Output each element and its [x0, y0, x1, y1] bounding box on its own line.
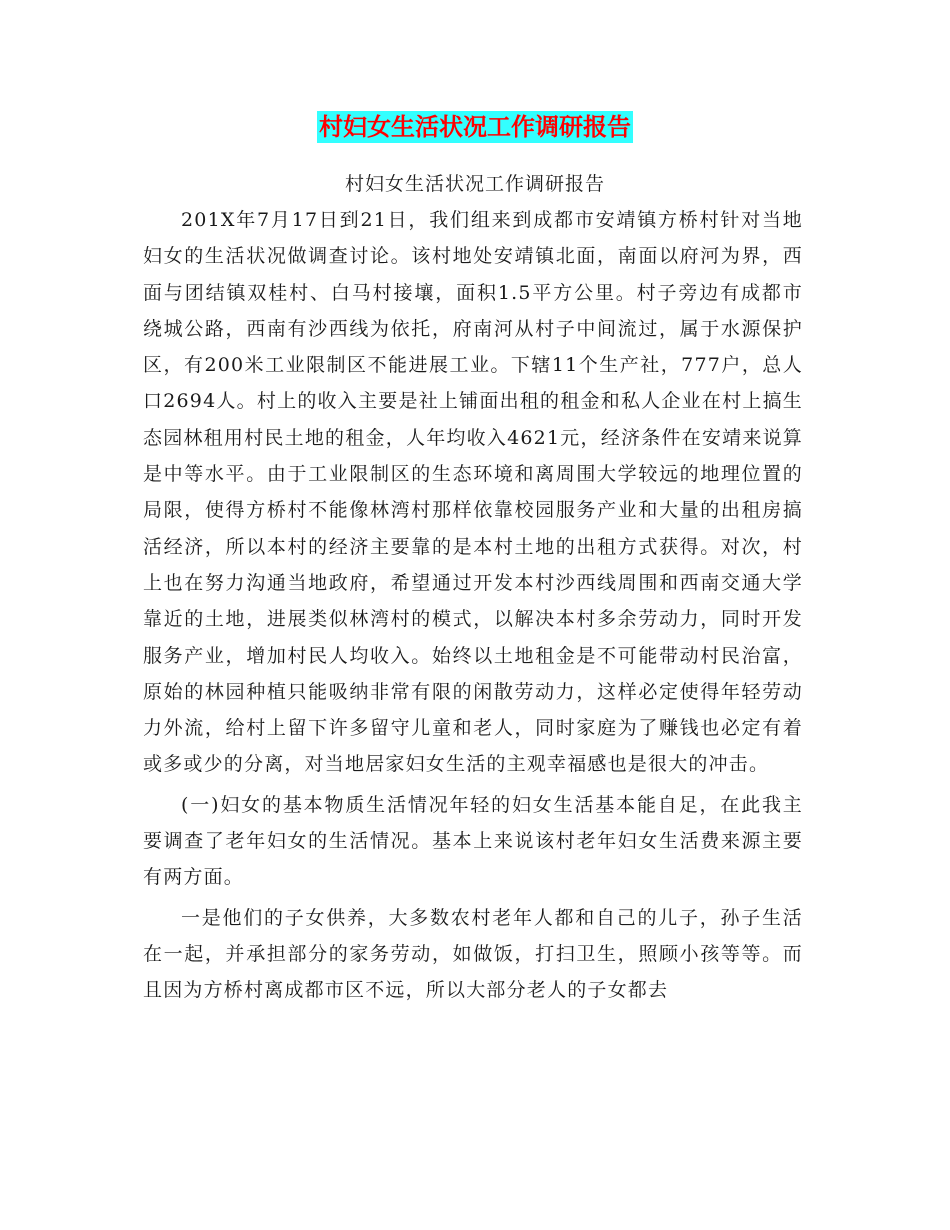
paragraph-children-support: 一是他们的子女供养，大多数农村老年人都和自己的儿子，孙子生活在一起，并承担部分的家务劳动，如做饭，打扫卫生，照顾小孩等等。而且因为方桥村离成都市区不远，所以大部分老人的子女都去: [143, 906, 803, 1002]
document-subtitle: 村妇女生活状况工作调研报告: [344, 173, 605, 195]
paragraph-section-1: (一)妇女的基本物质生活情况年轻的妇女生活基本能自足，在此我主要调查了老年妇女的生活情况。基本上来说该村老年妇女生活费来源主要有两方面。: [143, 793, 803, 889]
title-container: [0, 111, 950, 143]
document-body: [143, 202, 803, 1009]
paragraph-intro: 201X年7月17日到21日，我们组来到成都市安靖镇方桥村针对当地妇女的生活状况做调查讨论。该村地处安靖镇北面，南面以府河为界，西面与团结镇双桂村、白马村接壤，面积1.5平方公里。村子旁边有成都市绕城公路，西南有沙西线为依托，府南河从村子中间流过，属于水源保护区，有200米工业限制区不能进展工业。下辖11个生产社，777户，总人口2694人。村上的收入主要是社上铺面出租的租金和私人企业在村上搞生态园林租用村民土地的租金，人年均收入4621元，经济条件在安靖来说算是中等水平。由于工业限制区的生态环境和离周围大学较远的地理位置的局限，使得方桥村不能像林湾村那样依靠校园服务产业和大量的出租房搞活经济，所以本村的经济主要靠的是本村土地的出租方式获得。对次，村上也在努力沟通当地政府，希望通过开发本村沙西线周围和西南交通大学靠近的土地，进展类似林湾村的模式，以解决本村多余劳动力，同时开发服务产业，增加村民人均收入。始终以土地租金是不可能带动村民治富，原始的林园种植只能吸纳非常有限的闲散劳动力，这样必定使得年轻劳动力外流，给村上留下许多留守儿童和老人，同时家庭为了赚钱也必定有着或多或少的分离，对当地居家妇女生活的主观幸福感也是很大的冲击。: [143, 209, 803, 776]
document-title: 村妇女生活状况工作调研报告: [319, 112, 631, 141]
